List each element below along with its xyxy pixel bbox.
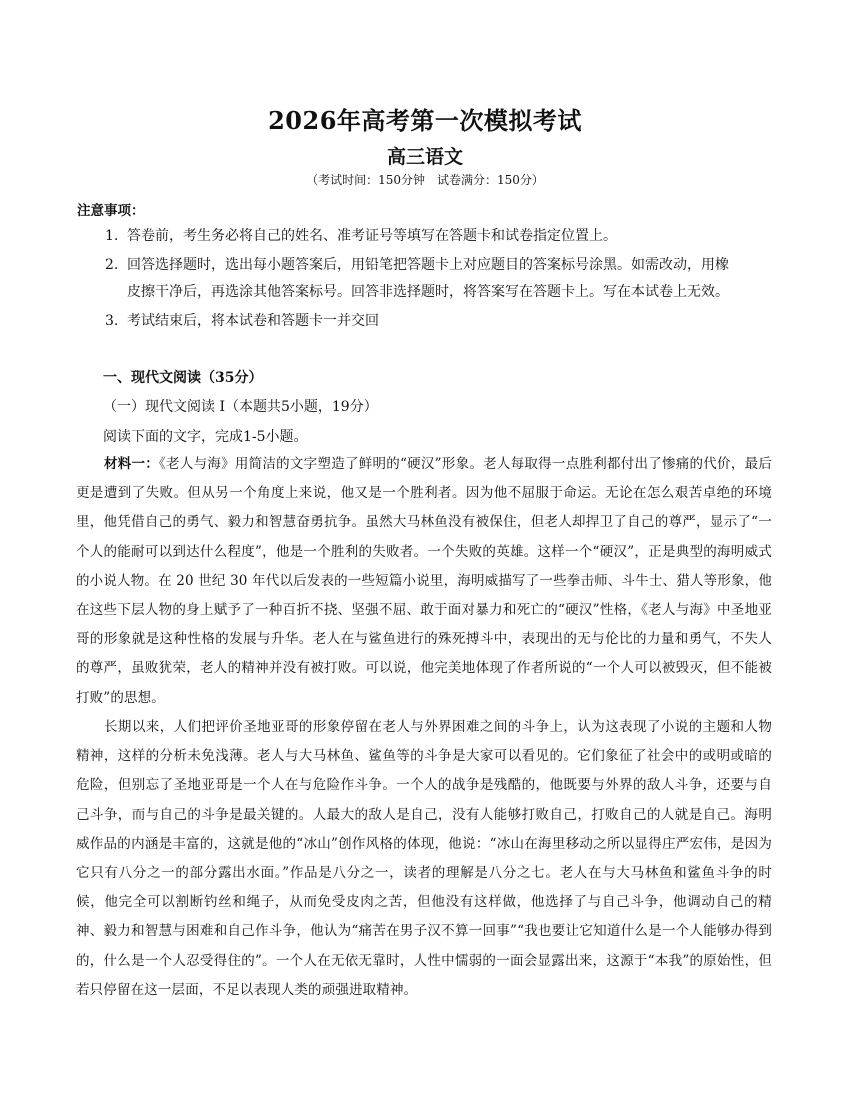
paragraph-text: 长期以来，人们把评价圣地亚哥的形象停留在老人与外界困难之间的斗争上，认为这表现了小说的主题和人物精神，这样的分析未免浅薄。老人与大马林鱼、鲨鱼等的斗争是大家可以看见的。它们象征了社会中的或明或暗的危险，但别忘了圣地亚哥是一个人在与危险作斗争。一个人的战争是残酷的，他既要与外界的敌人斗争，还要与自己斗争，而与自己的斗争是最关键的。人最大的敌人是自己，没有人能够打败自己，打败自己的人就是自己。海明威作品的内涵是丰富的，这就是他的“冰山”创作风格的体现，他说：“冰山在海里移动之所以显得庄严宏伟，是因为它只有八分之一的部分露出水面。”作品是八分之一，读者的理解是八分之七。老人在与大马林鱼和鲨鱼斗争的时候，他完全可以割断钓丝和绳子，从而免受皮肉之苦，但他没有这样做，他选择了与自己斗争，他调动自己的精神、毅力和智慧与困难和自己作斗争，他认为“痛苦在男子汉不算一回事”“我也要让它知道什么是一个人能够办得到的，什么是一个人忍受得住的”。一个人在无依无靠时，人性中懦弱的一面会显露出来，这源于“本我”的原始性，但若只停留在这一层面，不足以表现人类的顽强进取精神。 [76,719,772,998]
page-title: 2026年高考第一次模拟考试 [268,106,582,135]
passage-paragraph-1 [76,450,772,713]
reading-instruction: 阅读下面的文字，完成1-5小题。 [103,429,308,445]
page-subtitle: 高三语文 [386,146,463,168]
notice-item-3 [105,308,785,335]
section-heading: 一、现代文阅读（35分） [103,370,263,386]
notice-item-number: 1. [105,228,119,244]
passage-paragraph-2 [76,713,772,1005]
notice-item-text: 考试结束后，将本试卷和答题卡一并交回 [127,313,379,329]
notice-item-number: 3. [105,313,119,329]
notice-item-2 [105,252,785,306]
section-subheading: （一）现代文阅读 I（本题共5小题，19分） [103,399,378,415]
material-label: 材料一： [104,456,160,472]
notice-item-number: 2. [105,257,119,273]
exam-info: （考试时间：150分钟 试卷满分：150分） [306,173,544,187]
notice-heading: 注意事项： [77,203,145,219]
notice-item-text: 回答选择题时，选出每小题答案后，用铅笔把答题卡上对应题目的答案标号涂黑。如需改动，用橡 [127,257,729,273]
notice-item-text-continued: 皮擦干净后，再选涂其他答案标号。回答非选择题时，将答案写在答题卡上。写在本试卷上无效。 [127,284,729,300]
notice-item-text: 答卷前，考生务必将自己的姓名、准考证号等填写在答题卡和试卷指定位置上。 [127,228,617,244]
paragraph-text: 《老人与海》用简洁的文字塑造了鲜明的“硬汉”形象。老人每取得一点胜利都付出了惨痛的代价，最后更是遭到了失败。但从另一个角度上来说，他又是一个胜利者。因为他不屈服于命运。无论在怎么艰苦卓绝的环境里，他凭借自己的勇气、毅力和智慧奋勇抗争。虽然大马林鱼没有被保住，但老人却捍卫了自己的尊严，显示了“一个人的能耐可以到达什么程度”，他是一个胜利的失败者。一个失败的英雄。这样一个“硬汉”，正是典型的海明威式的小说人物。在 20 世纪 30 年代以后发表的一些短篇小说里，海明威描写了一些拳击师、斗牛士、猎人等形象，他在这些下层人物的身上赋予了一种百折不挠、坚强不屈、敢于面对暴力和死亡的“硬汉”性格，《老人与海》中圣地亚哥的形象就是这种性格的发展与升华。老人在与鲨鱼进行的殊死搏斗中，表现出的无与伦比的力量和勇气，不失人的尊严，虽败犹荣，老人的精神并没有被打败。可以说，他完美地体现了作者所说的“一个人可以被毁灭，但不能被打败”的思想。 [76,456,772,706]
notice-item-1 [105,223,785,250]
